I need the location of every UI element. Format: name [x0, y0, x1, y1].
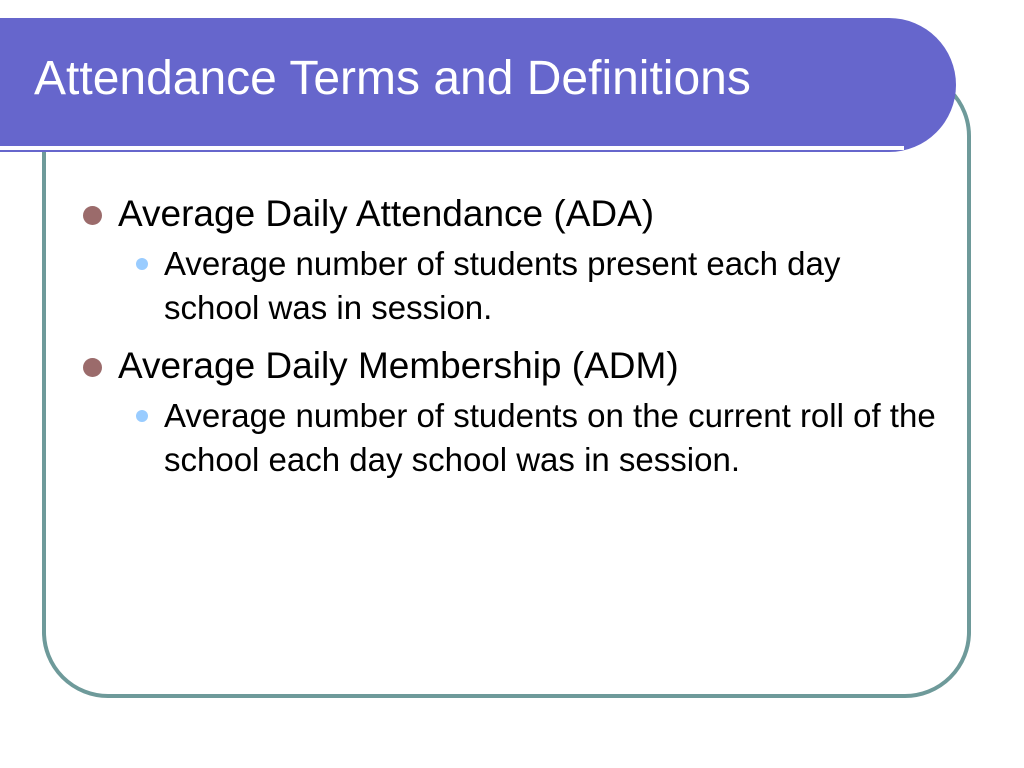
sub-bullet-list [118, 242, 940, 330]
sub-bullet-list [118, 394, 940, 482]
bullet-dot-icon [83, 206, 102, 225]
slide-title: Attendance Terms and Definitions [34, 52, 751, 105]
sub-bullet-dot-icon [136, 410, 148, 422]
definition-adm: Average number of students on the current roll of the school each day school was in session. [164, 397, 936, 478]
sub-bullet-dot-icon [136, 258, 148, 270]
definition-ada: Average number of students present each day school was in session. [164, 245, 841, 326]
title-underline [0, 146, 904, 150]
bullet-item-adm [80, 342, 940, 482]
bullet-item-ada [80, 190, 940, 330]
bullet-term-adm: Average Daily Membership (ADM) [118, 345, 679, 386]
bullet-term-ada: Average Daily Attendance (ADA) [118, 193, 655, 234]
sub-bullet-item-adm [118, 394, 940, 482]
sub-bullet-item-ada [118, 242, 940, 330]
bullet-dot-icon [83, 358, 102, 377]
bullet-list [80, 190, 940, 494]
